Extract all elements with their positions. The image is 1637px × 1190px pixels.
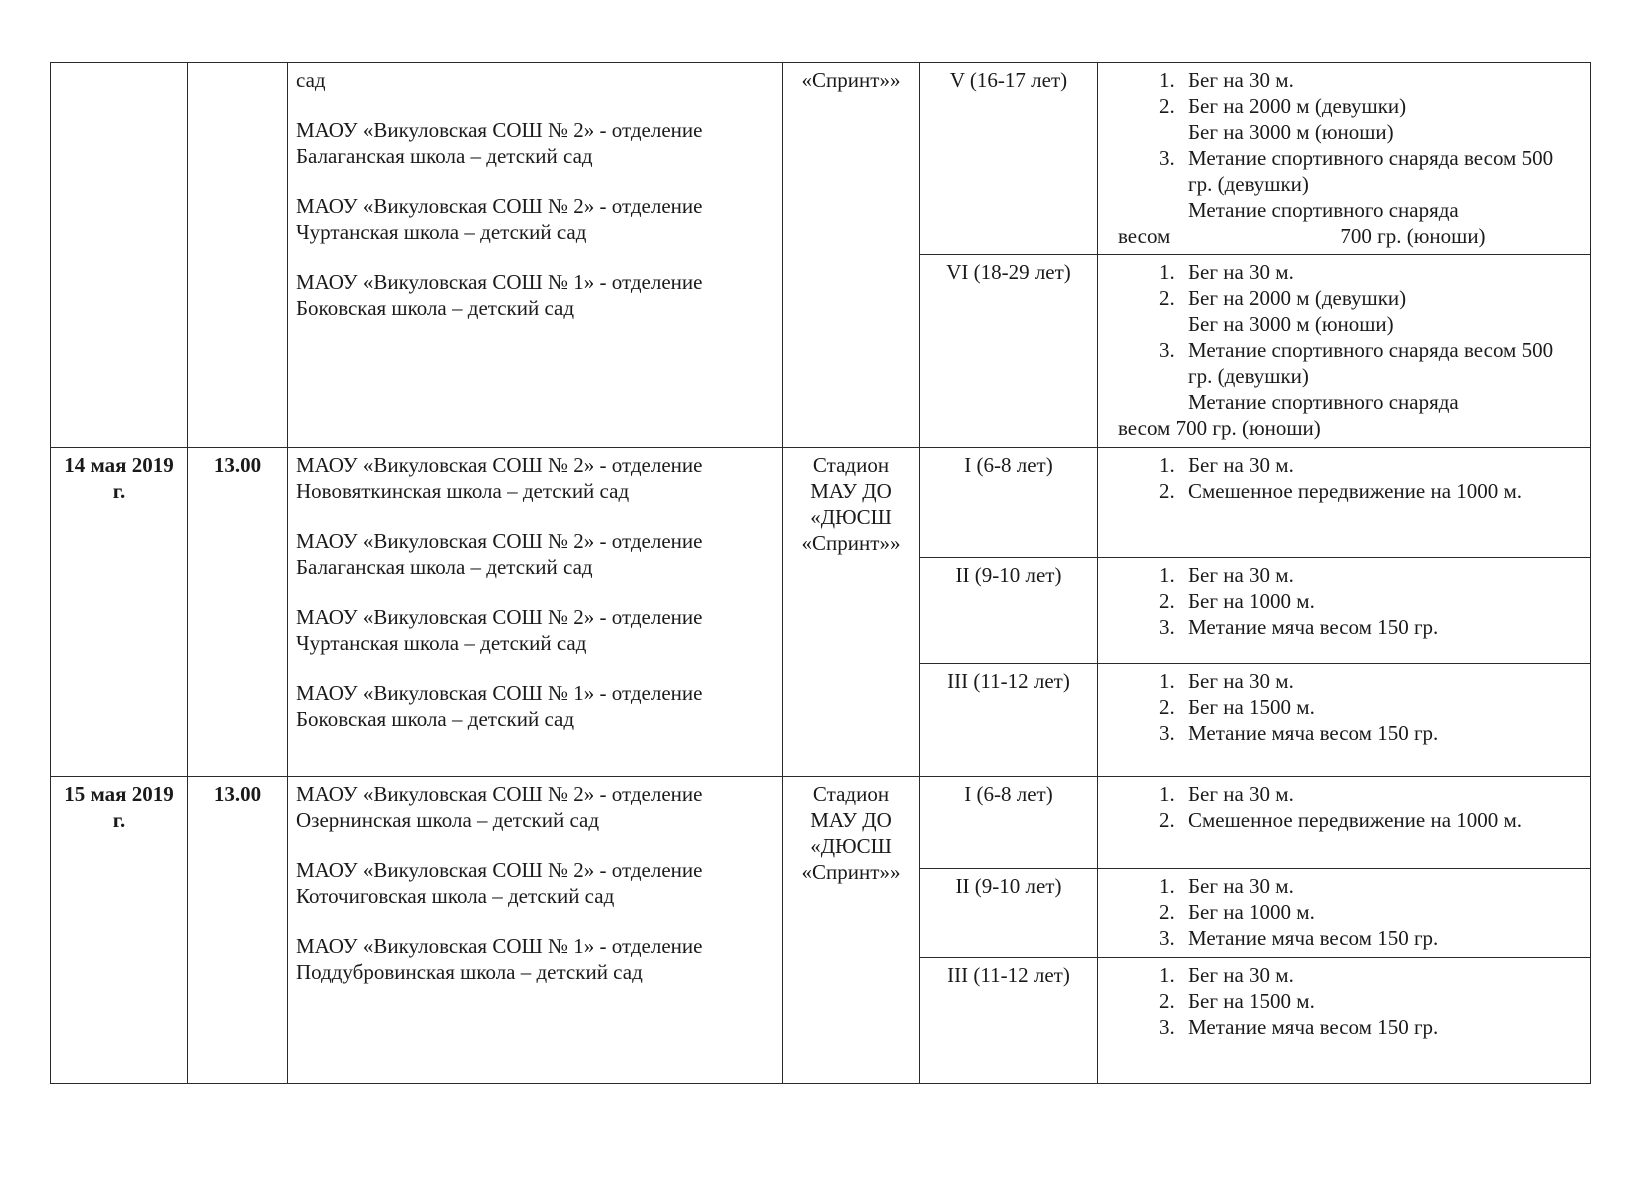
event-item: 1. Бег на 30 м. (1180, 259, 1582, 285)
event-item: 2. Бег на 1000 м. (1180, 588, 1582, 614)
schedule-table (50, 62, 1591, 1084)
event-item: 1. Бег на 30 м. (1180, 781, 1582, 807)
event-item: 1. Бег на 30 м. (1180, 873, 1582, 899)
date-cell (51, 63, 188, 448)
age-group-cell: V (16-17 лет) (920, 63, 1098, 255)
school-entry: МАОУ «Викуловская СОШ № 2» - отделение Озернинская школа – детский сад (296, 781, 703, 832)
event-item: 1. Бег на 30 м. (1180, 452, 1582, 478)
events-list (1106, 962, 1582, 1040)
event-item: 1. Бег на 30 м. (1180, 962, 1582, 988)
events-list (1106, 452, 1582, 504)
age-group-cell: I (6-8 лет) (920, 447, 1098, 558)
table-row (51, 63, 1591, 255)
event-item: 3. Метание спортивного снаряда весом 500 гр. (девушки) Метание спортивного снаряда весом 700 гр. (юноши) (1180, 337, 1582, 441)
event-item: 1. Бег на 30 м. (1180, 562, 1582, 588)
event-item: 1. Бег на 30 м. (1180, 668, 1582, 694)
event-item: 2. Бег на 1500 м. (1180, 988, 1582, 1014)
event-item: 2. Бег на 2000 м (девушки) Бег на 3000 м (юноши) (1180, 285, 1582, 337)
event-item: 3. Метание мяча весом 150 гр. (1180, 925, 1582, 951)
event-item: 3. Метание мяча весом 150 гр. (1180, 720, 1582, 746)
events-list (1106, 781, 1582, 833)
schools-cell (288, 447, 783, 776)
age-group-cell: VI (18-29 лет) (920, 255, 1098, 447)
event-item: 2. Смешенное передвижение на 1000 м. (1180, 807, 1582, 833)
event-item: 1. Бег на 30 м. (1180, 67, 1582, 93)
events-cell (1098, 558, 1591, 664)
time-cell: 13.00 (188, 447, 288, 776)
events-cell (1098, 958, 1591, 1084)
date-cell: 14 мая 2019 г. (51, 447, 188, 776)
school-entry: МАОУ «Викуловская СОШ № 2» - отделение Чуртанская школа – детский сад (296, 604, 703, 655)
table-row (51, 447, 1591, 558)
event-item: 2. Бег на 1000 м. (1180, 899, 1582, 925)
school-entry: МАОУ «Викуловская СОШ № 2» - отделение Коточиговская школа – детский сад (296, 857, 703, 908)
school-entry: МАОУ «Викуловская СОШ № 1» - отделение Поддубровинская школа – детский сад (296, 933, 703, 984)
school-entry: МАОУ «Викуловская СОШ № 1» - отделение Боковская школа – детский сад (296, 680, 703, 731)
school-entry: МАОУ «Викуловская СОШ № 2» - отделение Балаганская школа – детский сад (296, 118, 703, 168)
school-entry: МАОУ «Викуловская СОШ № 2» - отделение Чуртанская школа – детский сад (296, 194, 703, 244)
time-cell: 13.00 (188, 776, 288, 1083)
event-item: 3. Метание мяча весом 150 гр. (1180, 1014, 1582, 1040)
events-cell (1098, 869, 1591, 958)
school-entry: МАОУ «Викуловская СОШ № 2» - отделение Нововяткинская школа – детский сад (296, 452, 703, 503)
school-entry: МАОУ «Викуловская СОШ № 2» - отделение Балаганская школа – детский сад (296, 528, 703, 579)
event-tail: весом 700 гр. (юноши) (1118, 416, 1321, 441)
event-item: 3. Метание спортивного снаряда весом 500 гр. (девушки) Метание спортивного снаряда весом 700 гр. (юноши) (1180, 145, 1582, 249)
venue-cell: Стадион МАУ ДО «ДЮСШ «Спринт»» (783, 776, 920, 1083)
event-tail: весом 700 гр. (юноши) (1118, 224, 1486, 248)
school-entry: МАОУ «Викуловская СОШ № 1» - отделение Боковская школа – детский сад (296, 270, 703, 320)
age-group-cell: I (6-8 лет) (920, 776, 1098, 869)
school-entry: сад (296, 68, 326, 92)
event-item: 3. Метание мяча весом 150 гр. (1180, 614, 1582, 640)
venue-cell: Стадион МАУ ДО «ДЮСШ «Спринт»» (783, 447, 920, 776)
events-list (1106, 668, 1582, 746)
event-item: 2. Бег на 2000 м (девушки) Бег на 3000 м (юноши) (1180, 93, 1582, 145)
events-list (1106, 259, 1582, 441)
schools-cell (288, 63, 783, 448)
event-item: 2. Смешенное передвижение на 1000 м. (1180, 478, 1582, 504)
age-group-cell: III (11-12 лет) (920, 664, 1098, 777)
age-group-cell: III (11-12 лет) (920, 958, 1098, 1084)
events-cell (1098, 664, 1591, 777)
events-list (1106, 873, 1582, 951)
events-cell (1098, 63, 1591, 255)
time-cell (188, 63, 288, 448)
events-cell (1098, 776, 1591, 869)
table-row (51, 776, 1591, 869)
schools-cell (288, 776, 783, 1083)
event-item: 2. Бег на 1500 м. (1180, 694, 1582, 720)
events-list (1106, 562, 1582, 640)
events-cell (1098, 447, 1591, 558)
date-cell: 15 мая 2019 г. (51, 776, 188, 1083)
age-group-cell: II (9-10 лет) (920, 869, 1098, 958)
venue-cell: «Спринт»» (783, 63, 920, 448)
events-list (1106, 67, 1582, 249)
age-group-cell: II (9-10 лет) (920, 558, 1098, 664)
events-cell (1098, 255, 1591, 447)
